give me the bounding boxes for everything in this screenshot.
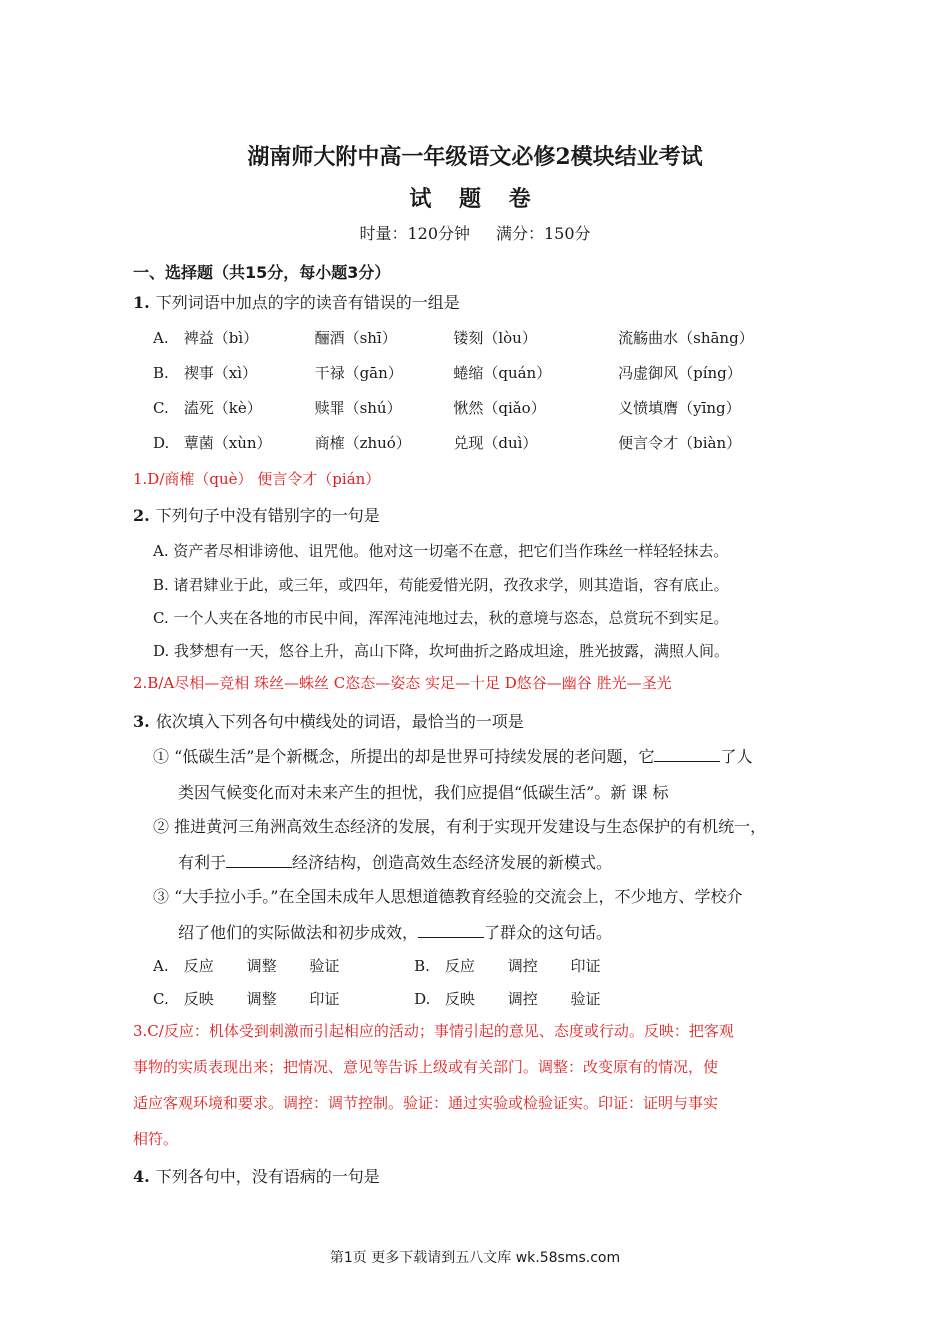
time-label: 时量：120分钟 [359,224,470,243]
q3-item-3-line-2: 绍了他们的实际做法和初步成效， 了群众的这句话。 [178,923,613,942]
q1-option-b: B. 禊事（xì） 干禄（gān） 蜷缩（quán） 冯虚御风（píng） [153,364,742,382]
q3-item-1-line-2: 类因气候变化而对未来产生的担忧，我们应提倡“低碳生活”。新 课 标 [178,783,669,802]
q1-option-a: A. 裨益（bì） 酾酒（shī） 镂刻（lòu） 流觞曲水（shāng） [153,329,754,347]
fill-blank [654,747,720,762]
fill-blank [226,853,292,868]
q2-answer: 2.B/A尽相—竞相 珠丝—蛛丝 C恣态—姿态 实足—十足 D悠谷—幽谷 胜光—圣光 [133,674,672,692]
q2-option-d: D. 我梦想有一天，悠谷上升，高山下降，坎坷曲折之路成坦途，胜光披露，满照人间。 [153,642,730,660]
q3-options-row-2: C. 反映 调整 印证 D. 反映 调控 验证 [153,990,601,1008]
q3-item-1-line-1: ① “低碳生活”是个新概念，所提出的却是世界可持续发展的老问题，它 了人 [153,747,753,766]
q1-option-c: C. 溘死（kè） 赎罪（shú） 愀然（qiǎo） 义愤填膺（yīng） [153,399,741,417]
question-2 [133,503,380,526]
page-footer: 第1页 更多下载请到五八文库 wk.58sms.com [329,1250,621,1266]
q3-item-2-line-2: 有利于 经济结构，创造高效生态经济发展的新模式。 [178,853,613,872]
question-3 [133,709,524,732]
section-heading: 一、选择题（共15分，每小题3分） [133,263,391,282]
score-label: 满分：150分 [496,224,591,243]
question-number: 3. [133,712,150,731]
question-stem: 依次填入下列各句中横线处的词语，最恰当的一项是 [155,712,524,731]
q3-options-row-1: A. 反应 调整 验证 B. 反应 调控 印证 [153,957,601,975]
question-number: 2. [133,506,150,525]
q2-option-a: A. 资产者尽相诽谤他、诅咒他。他对这一切毫不在意，把它们当作珠丝一样轻轻抹去。 [153,542,729,560]
fill-blank [418,923,484,938]
page-title: 湖南师大附中高一年级语文必修2模块结业考试 [247,144,703,170]
question-stem: 下列句子中没有错别字的一句是 [155,506,380,525]
question-stem: 下列各句中，没有语病的一句是 [155,1167,380,1186]
q2-option-c: C. 一个人夹在各地的市民中间，浑浑沌沌地过去，秋的意境与恣态，总赏玩不到实足。 [153,609,729,627]
question-stem: 下列词语中加点的字的读音有错误的一组是 [155,293,460,312]
question-1 [133,290,460,313]
time-score-info [0,221,950,244]
question-number: 4. [133,1167,150,1186]
q1-option-d: D. 蕈菌（xùn） 商榷（zhuó） 兑现（duì） 便言令才（biàn） [153,434,742,452]
page-subtitle: 试 题 卷 [409,186,541,212]
question-4 [133,1164,380,1187]
q1-answer: 1.D/商榷（què） 便言令才（pián） [133,470,381,488]
q3-answer: 3.C/反应：机体受到刺激而引起相应的活动；事情引起的意见、态度或行动。反映：把客观 事物的实质表现出来；把情况、意见等告诉上级或有关部门。调整：改变原有的情况，使 适应客观环境和要求。调控：调节控制。验证：通过实验或检验证实。印证：证明与事实 相符。 [133,1022,734,1148]
q2-option-b: B. 诸君肄业于此，或三年，或四年，苟能爱惜光阴，孜孜求学，则其造诣，容有底止。 [153,576,729,594]
q3-item-3-line-1: ③ “大手拉小手。”在全国未成年人思想道德教育经验的交流会上，不少地方、学校介 [153,887,743,906]
q3-item-2-line-1: ② 推进黄河三角洲高效生态经济的发展，有利于实现开发建设与生态保护的有机统一， [153,817,767,836]
question-number: 1. [133,293,150,312]
